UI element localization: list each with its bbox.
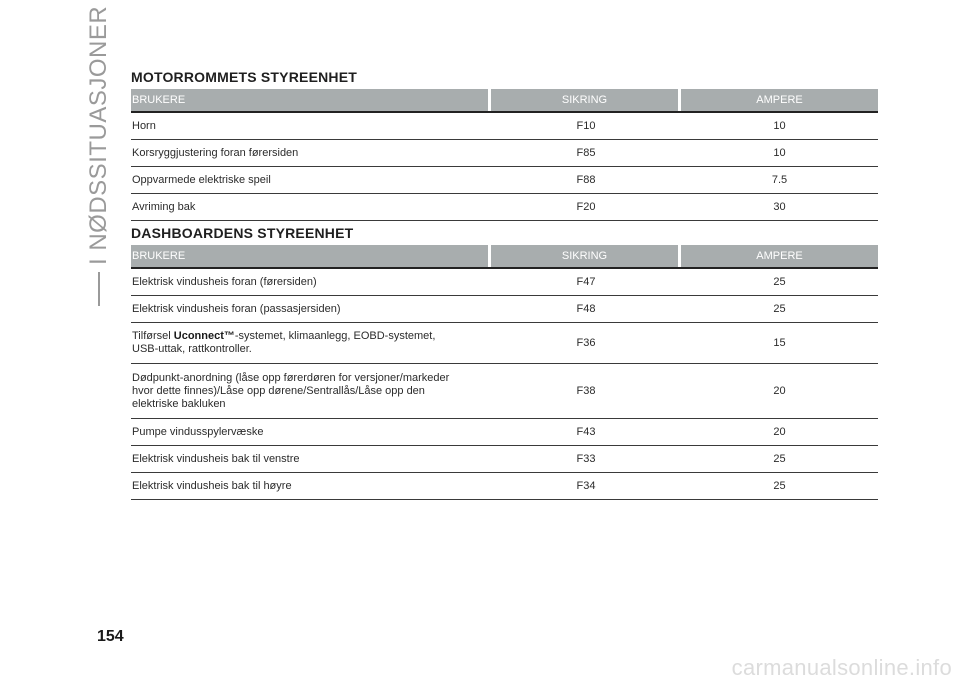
cell-ampere: 30: [773, 200, 786, 213]
cell-user: Avriming bak: [132, 200, 196, 213]
cell-fuse: F34: [576, 479, 596, 492]
cell-user: Pumpe vindusspylervæske: [132, 425, 264, 438]
chapter-title: I NØDSSITUASJONER: [85, 5, 112, 265]
table-row: [131, 113, 878, 140]
table-row: [131, 269, 878, 296]
cell-fuse: F10: [576, 119, 596, 132]
cell-user-suffix: -systemet, klimaanlegg, EOBD-systemet,: [234, 330, 436, 342]
cell-fuse: F85: [576, 146, 596, 159]
cell-user: Elektrisk vindusheis foran (førersiden): [132, 275, 317, 288]
cell-user: Korsryggjustering foran førersiden: [132, 146, 299, 159]
cell-user: Elektrisk vindusheis bak til høyre: [132, 479, 292, 492]
cell-ampere: 25: [773, 479, 786, 492]
header-users: BRUKERE: [131, 245, 488, 267]
chapter-side-tab: [84, 5, 114, 280]
cell-user-line2: USB-uttak, rattkontroller.: [132, 343, 252, 355]
cell-ampere: 15: [773, 336, 786, 349]
cell-user: Elektrisk vindusheis bak til venstre: [132, 452, 300, 465]
cell-user-line1: Dødpunkt-anordning (låse opp førerdøren for versjoner/markeder: [132, 371, 450, 384]
cell-fuse: F47: [576, 275, 596, 288]
table-row: [131, 296, 878, 323]
table-row: [131, 323, 878, 364]
cell-ampere: 20: [773, 425, 786, 438]
uconnect-brand: Uconnect™: [173, 330, 235, 342]
table-row: [131, 446, 878, 473]
page-number: 154: [97, 628, 124, 645]
cell-user: Oppvarmede elektriske speil: [132, 173, 271, 186]
cell-ampere: 25: [773, 302, 786, 315]
table-row: [131, 140, 878, 167]
cell-fuse: F20: [576, 200, 596, 213]
header-ampere: AMPERE: [681, 89, 878, 111]
cell-user: Horn: [132, 119, 156, 132]
cell-fuse: F88: [576, 173, 596, 186]
cell-user: [131, 372, 491, 411]
section-title: DASHBOARDENS STYREENHET: [131, 225, 354, 241]
cell-user: [131, 330, 491, 356]
header-ampere: AMPERE: [681, 245, 878, 267]
cell-fuse: F36: [576, 336, 596, 349]
cell-user-prefix: Tilførsel: [132, 330, 174, 342]
cell-ampere: 10: [773, 146, 786, 159]
watermark[interactable]: carmanualsonline.info: [731, 655, 952, 680]
cell-ampere: 25: [773, 275, 786, 288]
table-row: [131, 419, 878, 446]
chapter-marker-line: [98, 272, 100, 306]
header-fuse: SIKRING: [491, 89, 678, 111]
cell-user: Elektrisk vindusheis foran (passasjersiden): [132, 302, 341, 315]
table-row: [131, 167, 878, 194]
cell-user-line3: elektriske bakluken: [132, 397, 226, 410]
section-title: MOTORROMMETS STYREENHET: [131, 69, 358, 85]
table-row: [131, 194, 878, 221]
table-header: [131, 245, 878, 267]
table-header: [131, 89, 878, 111]
cell-user-line2: hvor dette finnes)/Låse opp dørene/Sentrallås/Låse opp den: [132, 384, 425, 397]
table-row: [131, 473, 878, 500]
cell-fuse: F33: [576, 452, 596, 465]
cell-fuse: F43: [576, 425, 596, 438]
cell-fuse: F48: [576, 302, 596, 315]
section-engine-compartment: [131, 68, 878, 221]
cell-ampere: 10: [773, 119, 786, 132]
cell-ampere: 25: [773, 452, 786, 465]
header-fuse: SIKRING: [491, 245, 678, 267]
cell-fuse: F38: [576, 384, 596, 397]
header-users: BRUKERE: [131, 89, 488, 111]
table-row: [131, 364, 878, 419]
cell-ampere: 7.5: [771, 173, 788, 186]
cell-ampere: 20: [773, 384, 786, 397]
section-dashboard: [131, 224, 878, 500]
